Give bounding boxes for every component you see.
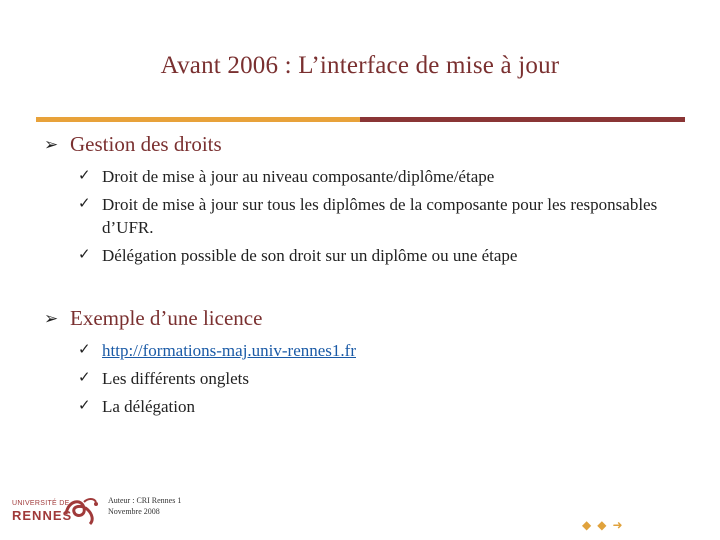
section-heading (44, 306, 658, 331)
logo-swirl-icon (60, 494, 100, 526)
list-item-text: Droit de mise à jour sur tous les diplômes de la composante pour les responsables d’UFR. (102, 195, 658, 237)
bullet-list (78, 339, 658, 418)
list-item-text: Droit de mise à jour au niveau composante/diplôme/étape (102, 167, 495, 186)
check-icon: ✓ (78, 398, 91, 414)
bullet-list (78, 165, 658, 267)
list-item (78, 244, 658, 267)
section-gestion-des-droits (44, 132, 658, 272)
formations-link[interactable]: http://formations-maj.univ-rennes1.fr (102, 341, 356, 360)
nav-prev-icon[interactable]: ◆ (582, 518, 592, 532)
list-item (78, 193, 658, 239)
nav-home-icon[interactable]: ◆ (597, 518, 607, 532)
slide-title: Avant 2006 : L’interface de mise à jour (160, 52, 560, 79)
check-icon: ✓ (78, 196, 91, 212)
nav-next-icon[interactable]: ➜ (612, 518, 623, 532)
list-item-text: La délégation (102, 397, 195, 416)
list-item-text: Les différents onglets (102, 369, 249, 388)
list-item (78, 367, 658, 390)
section-heading-text: Gestion des droits (70, 132, 222, 156)
section-heading-text: Exemple d’une licence (70, 306, 263, 330)
section-exemple-licence (44, 306, 658, 423)
list-item (78, 395, 658, 418)
check-icon: ✓ (78, 370, 91, 386)
footer-info (108, 495, 181, 517)
title-rule-right (360, 117, 685, 122)
list-item (78, 339, 658, 362)
arrow-right-icon: ➢ (44, 308, 59, 328)
footer-author: Auteur : CRI Rennes 1 (108, 496, 182, 505)
logo-small-text: UNIVERSITÉ DE (12, 500, 70, 507)
footer-date: Novembre 2008 (108, 507, 160, 516)
slide-navigation (582, 518, 623, 533)
arrow-right-icon: ➢ (44, 134, 59, 154)
logo-main-text: RENNES (12, 508, 73, 523)
section-heading (44, 132, 658, 157)
university-logo (12, 494, 102, 528)
check-icon: ✓ (78, 247, 91, 263)
title-rule-left (36, 117, 360, 122)
check-icon: ✓ (78, 342, 91, 358)
list-item-text: Délégation possible de son droit sur un diplôme ou une étape (102, 246, 518, 265)
check-icon: ✓ (78, 168, 91, 184)
list-item (78, 165, 658, 188)
